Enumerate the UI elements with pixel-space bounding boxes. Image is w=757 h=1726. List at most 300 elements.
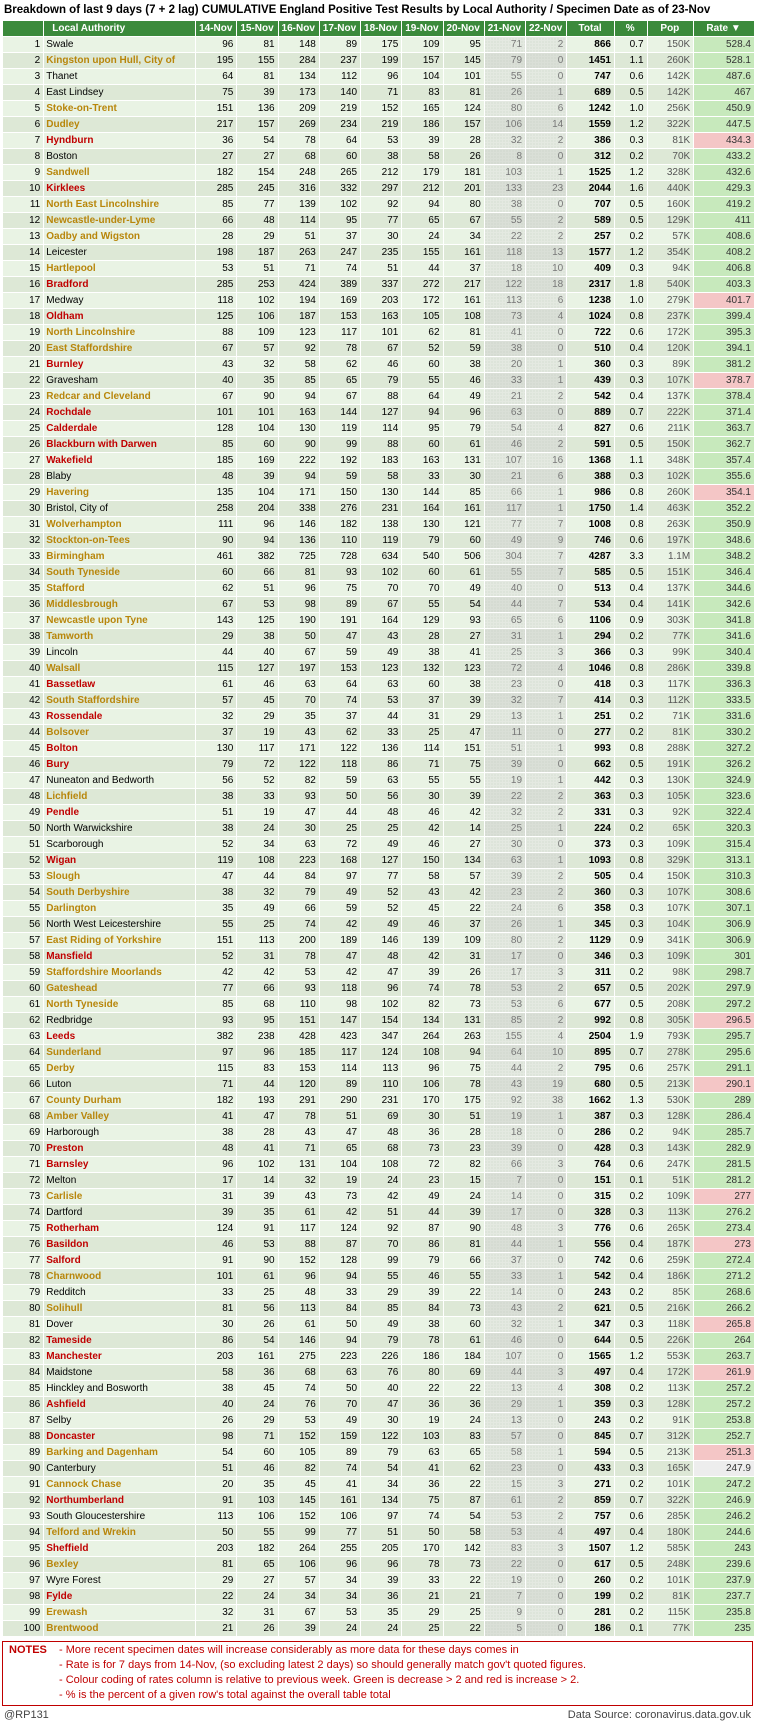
- day-count-cell: 62: [402, 325, 443, 341]
- day-count-cell: 142: [443, 1541, 484, 1557]
- day-count-cell: 94: [402, 405, 443, 421]
- day-count-cell: 60: [402, 565, 443, 581]
- column-header: 20-Nov: [443, 21, 484, 37]
- population-cell: 248K: [647, 1557, 694, 1573]
- day-count-cell: 30: [402, 1109, 443, 1125]
- total-cell: 677: [567, 997, 615, 1013]
- lag-day-cell: 85: [484, 1013, 525, 1029]
- authority-name: Darlington: [44, 901, 196, 917]
- day-count-cell: 50: [402, 1525, 443, 1541]
- day-count-cell: 53: [237, 1237, 278, 1253]
- day-count-cell: 32: [196, 709, 237, 725]
- day-count-cell: 48: [361, 1125, 402, 1141]
- rate-cell: 322.4: [694, 805, 755, 821]
- percent-cell: 0.6: [614, 421, 647, 437]
- day-count-cell: 96: [237, 1045, 278, 1061]
- rate-cell: 285.7: [694, 1125, 755, 1141]
- lag-day-cell: 7: [526, 597, 567, 613]
- total-cell: 428: [567, 1141, 615, 1157]
- rate-cell: 246.2: [694, 1509, 755, 1525]
- day-count-cell: 165: [402, 101, 443, 117]
- rate-cell: 326.2: [694, 757, 755, 773]
- population-cell: 312K: [647, 1429, 694, 1445]
- row-index: 75: [3, 1221, 44, 1237]
- day-count-cell: 60: [402, 677, 443, 693]
- population-cell: 160K: [647, 197, 694, 213]
- authority-name: Wigan: [44, 853, 196, 869]
- lag-day-cell: 0: [526, 1621, 567, 1637]
- day-count-cell: 175: [443, 1093, 484, 1109]
- row-index: 35: [3, 581, 44, 597]
- day-count-cell: 83: [443, 1429, 484, 1445]
- row-index: 8: [3, 149, 44, 165]
- day-count-cell: 55: [402, 773, 443, 789]
- day-count-cell: 171: [278, 741, 319, 757]
- population-cell: 348K: [647, 453, 694, 469]
- rate-cell: 310.3: [694, 869, 755, 885]
- total-cell: 747: [567, 69, 615, 85]
- day-count-cell: 86: [402, 1237, 443, 1253]
- percent-cell: 0.5: [614, 213, 647, 229]
- table-row: [3, 789, 755, 805]
- day-count-cell: 78: [278, 133, 319, 149]
- lag-day-cell: 2: [526, 389, 567, 405]
- day-count-cell: 49: [443, 389, 484, 405]
- lag-day-cell: 19: [484, 773, 525, 789]
- lag-day-cell: 13: [484, 1413, 525, 1429]
- day-count-cell: 55: [196, 917, 237, 933]
- row-index: 34: [3, 565, 44, 581]
- day-count-cell: 96: [361, 1557, 402, 1573]
- day-count-cell: 54: [196, 1445, 237, 1461]
- authority-name: Basildon: [44, 1237, 196, 1253]
- day-count-cell: 89: [319, 1445, 360, 1461]
- day-count-cell: 109: [443, 933, 484, 949]
- day-count-cell: 634: [361, 549, 402, 565]
- total-cell: 1368: [567, 453, 615, 469]
- day-count-cell: 44: [196, 645, 237, 661]
- day-count-cell: 27: [196, 149, 237, 165]
- total-cell: 2504: [567, 1029, 615, 1045]
- day-count-cell: 63: [361, 677, 402, 693]
- authority-name: Redcar and Cleveland: [44, 389, 196, 405]
- lag-day-cell: 10: [526, 261, 567, 277]
- lag-day-cell: 0: [526, 1605, 567, 1621]
- lag-day-cell: 1: [526, 709, 567, 725]
- day-count-cell: 113: [237, 933, 278, 949]
- day-count-cell: 139: [402, 933, 443, 949]
- day-count-cell: 35: [196, 901, 237, 917]
- day-count-cell: 41: [402, 1461, 443, 1477]
- day-count-cell: 26: [443, 149, 484, 165]
- rate-cell: 429.3: [694, 181, 755, 197]
- day-count-cell: 49: [361, 645, 402, 661]
- authority-name: Oldham: [44, 309, 196, 325]
- lag-day-cell: 2: [526, 1509, 567, 1525]
- rate-cell: 306.9: [694, 933, 755, 949]
- day-count-cell: 20: [196, 1477, 237, 1493]
- day-count-cell: 106: [319, 1509, 360, 1525]
- authority-name: Birmingham: [44, 549, 196, 565]
- day-count-cell: 22: [402, 1381, 443, 1397]
- percent-cell: 1.1: [614, 453, 647, 469]
- total-cell: 680: [567, 1077, 615, 1093]
- day-count-cell: 35: [237, 1477, 278, 1493]
- day-count-cell: 85: [361, 1301, 402, 1317]
- lag-day-cell: 23: [484, 677, 525, 693]
- percent-cell: 0.3: [614, 469, 647, 485]
- day-count-cell: 185: [196, 453, 237, 469]
- day-count-cell: 38: [361, 149, 402, 165]
- day-count-cell: 139: [278, 197, 319, 213]
- day-count-cell: 161: [443, 501, 484, 517]
- population-cell: 585K: [647, 1541, 694, 1557]
- total-cell: 331: [567, 805, 615, 821]
- lag-day-cell: 46: [484, 437, 525, 453]
- day-count-cell: 203: [196, 1541, 237, 1557]
- row-index: 79: [3, 1285, 44, 1301]
- authority-name: Northumberland: [44, 1493, 196, 1509]
- day-count-cell: 54: [443, 597, 484, 613]
- table-header-row: [3, 21, 755, 37]
- day-count-cell: 48: [361, 805, 402, 821]
- day-count-cell: 212: [402, 181, 443, 197]
- row-index: 100: [3, 1621, 44, 1637]
- table-row: [3, 581, 755, 597]
- day-count-cell: 86: [361, 757, 402, 773]
- day-count-cell: 47: [237, 1109, 278, 1125]
- population-cell: 112K: [647, 693, 694, 709]
- day-count-cell: 184: [443, 1349, 484, 1365]
- population-cell: 303K: [647, 613, 694, 629]
- row-index: 1: [3, 37, 44, 53]
- day-count-cell: 94: [443, 1045, 484, 1061]
- day-count-cell: 217: [196, 117, 237, 133]
- table-row: [3, 85, 755, 101]
- total-cell: 1046: [567, 661, 615, 677]
- percent-cell: 0.3: [614, 1461, 647, 1477]
- day-count-cell: 94: [237, 533, 278, 549]
- table-row: [3, 757, 755, 773]
- population-cell: 137K: [647, 581, 694, 597]
- day-count-cell: 74: [402, 981, 443, 997]
- population-cell: 247K: [647, 1157, 694, 1173]
- total-cell: 992: [567, 1013, 615, 1029]
- table-row: [3, 37, 755, 53]
- row-index: 25: [3, 421, 44, 437]
- lag-day-cell: 5: [484, 1621, 525, 1637]
- row-index: 22: [3, 373, 44, 389]
- day-count-cell: 27: [443, 629, 484, 645]
- day-count-cell: 58: [402, 149, 443, 165]
- row-index: 39: [3, 645, 44, 661]
- day-count-cell: 37: [196, 725, 237, 741]
- day-count-cell: 38: [196, 821, 237, 837]
- lag-day-cell: 1: [526, 357, 567, 373]
- day-count-cell: 94: [319, 1333, 360, 1349]
- day-count-cell: 67: [361, 341, 402, 357]
- header-index: [3, 21, 44, 37]
- day-count-cell: 27: [237, 149, 278, 165]
- table-row: [3, 1605, 755, 1621]
- lag-day-cell: 61: [484, 1493, 525, 1509]
- authority-name: Amber Valley: [44, 1109, 196, 1125]
- day-count-cell: 37: [319, 229, 360, 245]
- rate-cell: 394.1: [694, 341, 755, 357]
- authority-name: Ashfield: [44, 1397, 196, 1413]
- day-count-cell: 113: [196, 1509, 237, 1525]
- day-count-cell: 22: [443, 1381, 484, 1397]
- rate-cell: 450.9: [694, 101, 755, 117]
- authority-name: Kingston upon Hull, City of: [44, 53, 196, 69]
- day-count-cell: 19: [319, 1173, 360, 1189]
- percent-cell: 0.2: [614, 1589, 647, 1605]
- rate-cell: 341.8: [694, 613, 755, 629]
- rate-cell: 268.6: [694, 1285, 755, 1301]
- day-count-cell: 83: [237, 1061, 278, 1077]
- day-count-cell: 37: [319, 709, 360, 725]
- percent-cell: 0.4: [614, 597, 647, 613]
- authority-name: Bolton: [44, 741, 196, 757]
- day-count-cell: 82: [278, 1461, 319, 1477]
- percent-cell: 0.3: [614, 949, 647, 965]
- day-count-cell: 122: [278, 757, 319, 773]
- day-count-cell: 53: [319, 1605, 360, 1621]
- population-cell: 92K: [647, 805, 694, 821]
- authority-name: County Durham: [44, 1093, 196, 1109]
- population-cell: 94K: [647, 1125, 694, 1141]
- column-header[interactable]: Rate ▼: [694, 21, 755, 37]
- day-count-cell: 96: [278, 1269, 319, 1285]
- total-cell: 4287: [567, 549, 615, 565]
- day-count-cell: 74: [402, 1509, 443, 1525]
- day-count-cell: 77: [237, 197, 278, 213]
- row-index: 4: [3, 85, 44, 101]
- percent-cell: 0.4: [614, 1525, 647, 1541]
- day-count-cell: 94: [402, 197, 443, 213]
- lag-day-cell: 3: [526, 1157, 567, 1173]
- day-count-cell: 34: [443, 229, 484, 245]
- population-cell: 115K: [647, 1605, 694, 1621]
- day-count-cell: 153: [319, 661, 360, 677]
- day-count-cell: 55: [443, 1269, 484, 1285]
- day-count-cell: 101: [237, 405, 278, 421]
- day-count-cell: 27: [237, 1573, 278, 1589]
- day-count-cell: 26: [196, 1413, 237, 1429]
- row-index: 61: [3, 997, 44, 1013]
- day-count-cell: 22: [443, 901, 484, 917]
- day-count-cell: 74: [278, 1381, 319, 1397]
- total-cell: 746: [567, 533, 615, 549]
- percent-cell: 0.3: [614, 1205, 647, 1221]
- day-count-cell: 51: [237, 581, 278, 597]
- lag-day-cell: 40: [484, 581, 525, 597]
- day-count-cell: 103: [402, 1429, 443, 1445]
- row-index: 94: [3, 1525, 44, 1541]
- day-count-cell: 90: [196, 533, 237, 549]
- row-index: 74: [3, 1205, 44, 1221]
- population-cell: 117K: [647, 677, 694, 693]
- day-count-cell: 53: [196, 261, 237, 277]
- day-count-cell: 91: [237, 1221, 278, 1237]
- row-index: 17: [3, 293, 44, 309]
- row-index: 55: [3, 901, 44, 917]
- day-count-cell: 42: [319, 1205, 360, 1221]
- row-index: 54: [3, 885, 44, 901]
- day-count-cell: 27: [443, 837, 484, 853]
- day-count-cell: 34: [237, 837, 278, 853]
- day-count-cell: 35: [361, 1605, 402, 1621]
- percent-cell: 0.7: [614, 37, 647, 53]
- day-count-cell: 40: [196, 1397, 237, 1413]
- table-row: [3, 565, 755, 581]
- day-count-cell: 157: [237, 117, 278, 133]
- row-index: 47: [3, 773, 44, 789]
- percent-cell: 0.9: [614, 933, 647, 949]
- percent-cell: 1.9: [614, 1029, 647, 1045]
- day-count-cell: 38: [196, 1125, 237, 1141]
- lag-day-cell: 106: [484, 117, 525, 133]
- day-count-cell: 79: [361, 1445, 402, 1461]
- day-count-cell: 127: [237, 661, 278, 677]
- percent-cell: 0.5: [614, 437, 647, 453]
- total-cell: 757: [567, 1509, 615, 1525]
- day-count-cell: 60: [402, 357, 443, 373]
- row-index: 33: [3, 549, 44, 565]
- percent-cell: 0.3: [614, 693, 647, 709]
- day-count-cell: 59: [319, 645, 360, 661]
- day-count-cell: 234: [319, 117, 360, 133]
- rate-cell: 395.3: [694, 325, 755, 341]
- day-count-cell: 264: [402, 1029, 443, 1045]
- day-count-cell: 34: [361, 1477, 402, 1493]
- lag-day-cell: 3: [526, 645, 567, 661]
- population-cell: 211K: [647, 421, 694, 437]
- row-index: 50: [3, 821, 44, 837]
- population-cell: 263K: [647, 517, 694, 533]
- day-count-cell: 65: [237, 1557, 278, 1573]
- population-cell: 341K: [647, 933, 694, 949]
- day-count-cell: 134: [278, 69, 319, 85]
- row-index: 60: [3, 981, 44, 997]
- day-count-cell: 90: [443, 1221, 484, 1237]
- table-row: [3, 1157, 755, 1173]
- column-header: Total: [567, 21, 615, 37]
- day-count-cell: 154: [361, 1013, 402, 1029]
- rate-cell: 239.6: [694, 1557, 755, 1573]
- percent-cell: 0.2: [614, 1285, 647, 1301]
- day-count-cell: 102: [361, 997, 402, 1013]
- day-count-cell: 79: [361, 373, 402, 389]
- row-index: 31: [3, 517, 44, 533]
- population-cell: 793K: [647, 1029, 694, 1045]
- day-count-cell: 219: [361, 117, 402, 133]
- rate-cell: 272.4: [694, 1253, 755, 1269]
- table-row: [3, 1045, 755, 1061]
- lag-day-cell: 17: [484, 965, 525, 981]
- day-count-cell: 118: [319, 757, 360, 773]
- authority-name: Hartlepool: [44, 261, 196, 277]
- day-count-cell: 80: [402, 1365, 443, 1381]
- day-count-cell: 111: [196, 517, 237, 533]
- lag-day-cell: 48: [484, 1221, 525, 1237]
- day-count-cell: 193: [237, 1093, 278, 1109]
- day-count-cell: 109: [402, 37, 443, 53]
- population-cell: 109K: [647, 837, 694, 853]
- table-row: [3, 357, 755, 373]
- day-count-cell: 81: [443, 85, 484, 101]
- row-index: 26: [3, 437, 44, 453]
- day-count-cell: 81: [196, 1557, 237, 1573]
- population-cell: 128K: [647, 1397, 694, 1413]
- percent-cell: 0.3: [614, 261, 647, 277]
- day-count-cell: 136: [278, 533, 319, 549]
- day-count-cell: 77: [196, 981, 237, 997]
- table-row: [3, 741, 755, 757]
- day-count-cell: 23: [443, 1141, 484, 1157]
- population-cell: 265K: [647, 1221, 694, 1237]
- authority-name: Burnley: [44, 357, 196, 373]
- day-count-cell: 75: [319, 581, 360, 597]
- authority-name: Selby: [44, 1413, 196, 1429]
- lag-day-cell: 57: [484, 1429, 525, 1445]
- authority-name: East Riding of Yorkshire: [44, 933, 196, 949]
- day-count-cell: 265: [319, 165, 360, 181]
- percent-cell: 1.3: [614, 1093, 647, 1109]
- lag-day-cell: 26: [484, 917, 525, 933]
- percent-cell: 0.7: [614, 1045, 647, 1061]
- lag-day-cell: 83: [484, 1541, 525, 1557]
- authority-name: Luton: [44, 1077, 196, 1093]
- day-count-cell: 60: [196, 565, 237, 581]
- total-cell: 328: [567, 1205, 615, 1221]
- percent-cell: 0.7: [614, 405, 647, 421]
- day-count-cell: 58: [196, 1365, 237, 1381]
- day-count-cell: 92: [278, 341, 319, 357]
- table-row: [3, 613, 755, 629]
- day-count-cell: 89: [319, 1077, 360, 1093]
- authority-name: Sunderland: [44, 1045, 196, 1061]
- rate-cell: 261.9: [694, 1365, 755, 1381]
- day-count-cell: 47: [361, 1397, 402, 1413]
- day-count-cell: 152: [278, 1509, 319, 1525]
- population-cell: 213K: [647, 1445, 694, 1461]
- lag-day-cell: 7: [526, 549, 567, 565]
- day-count-cell: 85: [196, 997, 237, 1013]
- lag-day-cell: 63: [484, 853, 525, 869]
- day-count-cell: 39: [402, 1285, 443, 1301]
- total-cell: 1451: [567, 53, 615, 69]
- day-count-cell: 53: [278, 1413, 319, 1429]
- day-count-cell: 103: [237, 1493, 278, 1509]
- day-count-cell: 146: [278, 1333, 319, 1349]
- population-cell: 222K: [647, 405, 694, 421]
- day-count-cell: 59: [319, 901, 360, 917]
- day-count-cell: 204: [237, 501, 278, 517]
- day-count-cell: 49: [361, 837, 402, 853]
- day-count-cell: 49: [319, 1413, 360, 1429]
- lag-day-cell: 1: [526, 629, 567, 645]
- lag-day-cell: 2: [526, 933, 567, 949]
- day-count-cell: 98: [196, 1429, 237, 1445]
- day-count-cell: 90: [278, 437, 319, 453]
- day-count-cell: 36: [402, 1125, 443, 1141]
- total-cell: 859: [567, 1493, 615, 1509]
- day-count-cell: 85: [278, 373, 319, 389]
- authority-name: North West Leicestershire: [44, 917, 196, 933]
- day-count-cell: 57: [443, 869, 484, 885]
- table-row: [3, 533, 755, 549]
